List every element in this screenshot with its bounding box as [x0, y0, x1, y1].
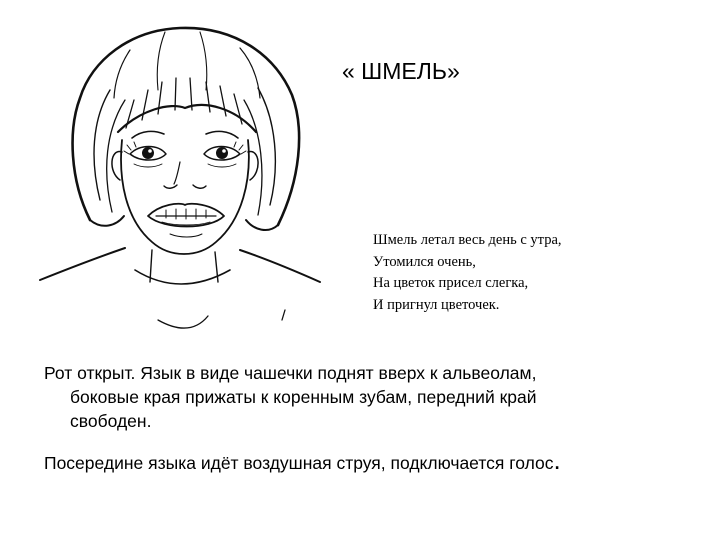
airflow-description-text: Посередине языка идёт воздушная струя, подключается голос	[44, 453, 554, 473]
airflow-description-period: .	[553, 445, 561, 475]
airflow-description	[44, 445, 684, 475]
poem-line: Утомился очень,	[373, 253, 476, 270]
poem	[373, 230, 562, 316]
child-face-illustration	[30, 20, 330, 340]
poem-line: И пригнул цветочек.	[373, 296, 500, 313]
articulation-description	[44, 361, 644, 433]
description-line: боковые края прижаты к коренным зубам, передний край	[70, 387, 537, 407]
description-line: свободен.	[70, 411, 152, 431]
description-line: Рот открыт. Язык в виде чашечки поднят вверх к альвеолам,	[44, 363, 537, 383]
poem-line: На цветок присел слегка,	[373, 275, 529, 291]
slide-title: « ШМЕЛЬ»	[342, 58, 460, 84]
poem-line: Шмель летал весь день с утра,	[373, 232, 562, 248]
